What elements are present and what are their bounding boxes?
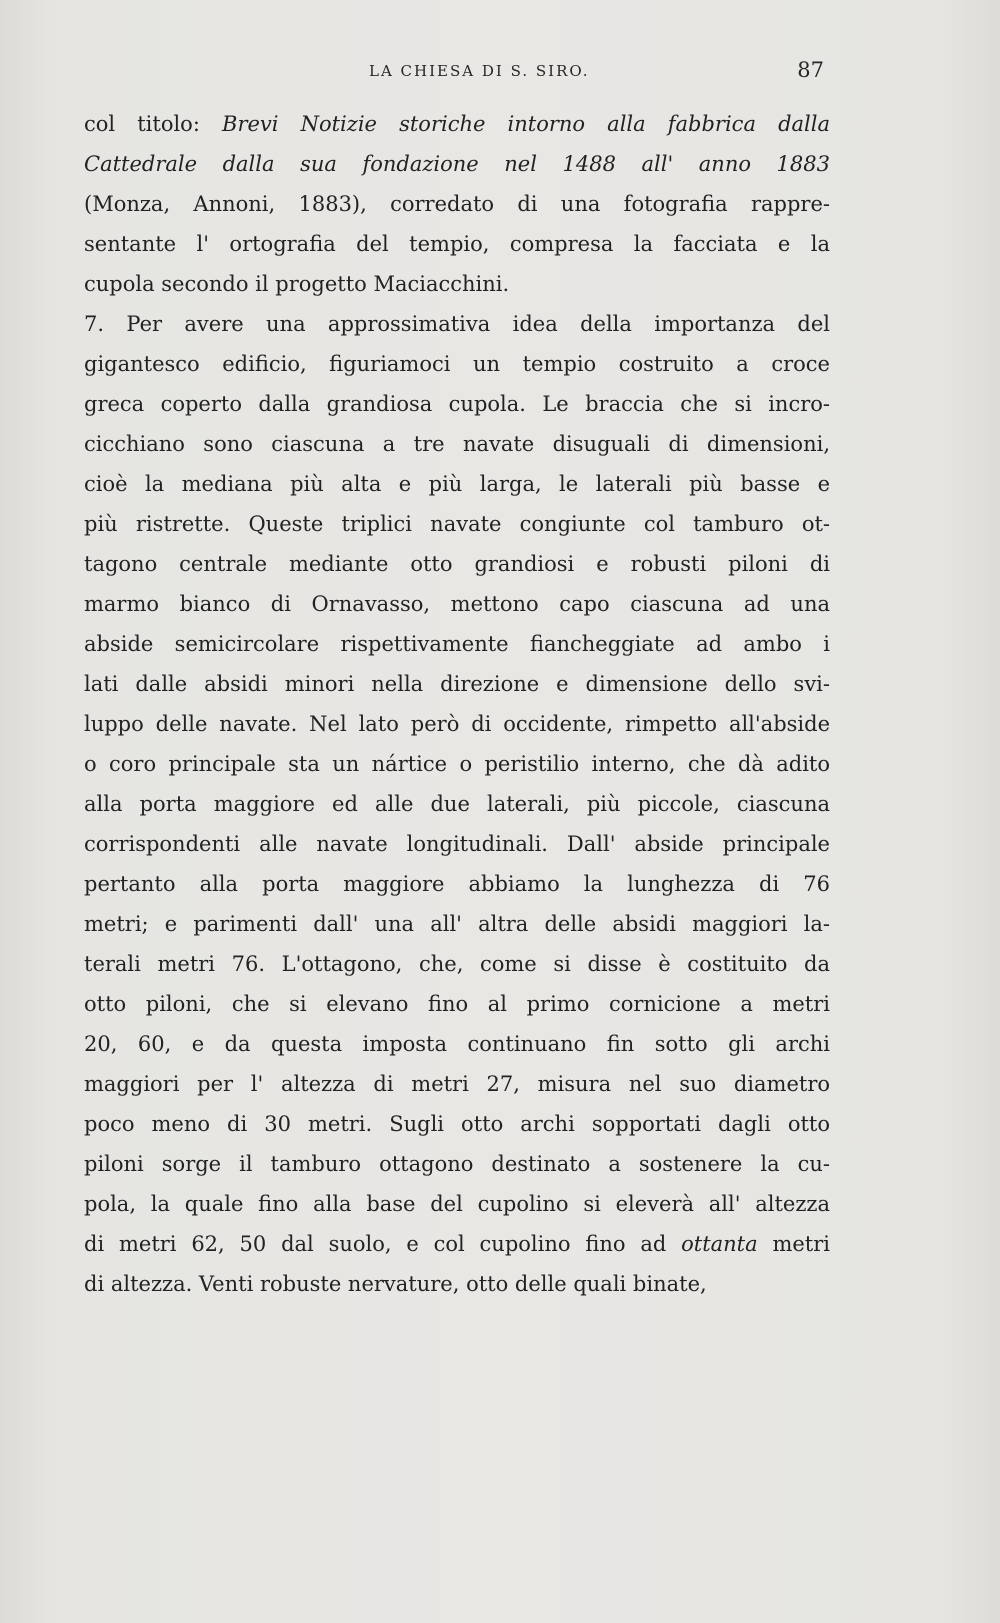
text-line [84,1264,830,1304]
text-run: luppo delle navate. Nel lato però di occidente, rimpetto all'abside [84,712,830,736]
text-line [84,1184,830,1224]
text-line [84,1144,830,1184]
text-line [84,704,830,744]
text-run: metri; e parimenti dall' una all' altra delle absidi maggiori la- [84,912,830,936]
text-line [84,104,830,144]
text-line [84,464,830,504]
text-line [84,1024,830,1064]
text-run: marmo bianco di Ornavasso, mettono capo ciascuna ad una [84,592,830,616]
text-run: piloni sorge il tamburo ottagono destinato a sostenere la cu- [84,1152,830,1176]
text-run: pola, la quale fino alla base del cupolino si eleverà all' altezza [84,1192,830,1216]
text-line [84,904,830,944]
text-run: sentante l' ortografia del tempio, compresa la facciata e la [84,232,830,256]
text-run: cioè la mediana più alta e più larga, le laterali più basse e [84,472,830,496]
text-run: maggiori per l' altezza di metri 27, misura nel suo diametro [84,1072,830,1096]
text-line [84,864,830,904]
text-run: poco meno di 30 metri. Sugli otto archi sopportati dagli otto [84,1112,830,1136]
italic-text: Brevi Notizie storiche intorno alla fabbrica dalla [222,112,830,136]
text-run: pertanto alla porta maggiore abbiamo la lunghezza di 76 [84,872,830,896]
text-line [84,664,830,704]
text-run: o coro principale sta un nártice o peristilio interno, che dà adito [84,752,830,776]
body-text [84,104,830,1304]
text-run: di altezza. Venti robuste nervature, otto delle quali binate, [84,1272,707,1296]
text-run: col titolo: [84,112,223,136]
text-line [84,824,830,864]
text-run: cupola secondo il progetto Maciacchini. [84,272,510,296]
text-run: (Monza, Annoni, 1883), corredato di una fotografia rappre- [84,192,830,216]
italic-text: Cattedrale dalla sua fondazione nel 1488 all' anno 1883 [84,152,830,176]
text-run: 20, 60, e da questa imposta continuano fin sotto gli archi [84,1032,830,1056]
running-head [84,58,824,88]
text-line [84,1064,830,1104]
text-line [84,344,830,384]
text-line [84,944,830,984]
text-run: 7. Per avere una approssimativa idea della importanza del [84,312,830,336]
page-number: 87 [797,58,824,82]
text-line [84,744,830,784]
text-line [84,224,830,264]
text-line [84,1104,830,1144]
text-line [84,504,830,544]
text-run: di metri 62, 50 dal suolo, e col cupolino fino ad [84,1232,682,1256]
text-line [84,184,830,224]
text-run: corrispondenti alle navate longitudinali. Dall' abside principale [84,832,830,856]
text-run: terali metri 76. L'ottagono, che, come si disse è costituito da [84,952,830,976]
text-run: cicchiano sono ciascuna a tre navate disuguali di dimensioni, [84,432,830,456]
text-run: greca coperto dalla grandiosa cupola. Le braccia che si incro- [84,392,830,416]
text-line [84,584,830,624]
text-run: abside semicircolare rispettivamente fiancheggiate ad ambo i [84,632,830,656]
text-run: otto piloni, che si elevano fino al primo cornicione a metri [84,992,830,1016]
running-title: LA CHIESA DI S. SIRO. [369,62,590,80]
text-line [84,144,830,184]
text-run: più ristrette. Queste triplici navate congiunte col tamburo ot- [84,512,830,536]
text-line [84,624,830,664]
text-line [84,424,830,464]
text-line [84,1224,830,1264]
text-line [84,984,830,1024]
italic-text: ottanta [681,1232,758,1256]
text-line [84,544,830,584]
text-run: tagono centrale mediante otto grandiosi e robusti piloni di [84,552,830,576]
text-line [84,264,830,304]
text-run: lati dalle absidi minori nella direzione e dimensione dello svi- [84,672,830,696]
text-run: alla porta maggiore ed alle due laterali, più piccole, ciascuna [84,792,830,816]
text-run: gigantesco edificio, figuriamoci un tempio costruito a croce [84,352,830,376]
text-line [84,384,830,424]
text-run: metri [757,1232,830,1256]
text-line [84,304,830,344]
text-line [84,784,830,824]
